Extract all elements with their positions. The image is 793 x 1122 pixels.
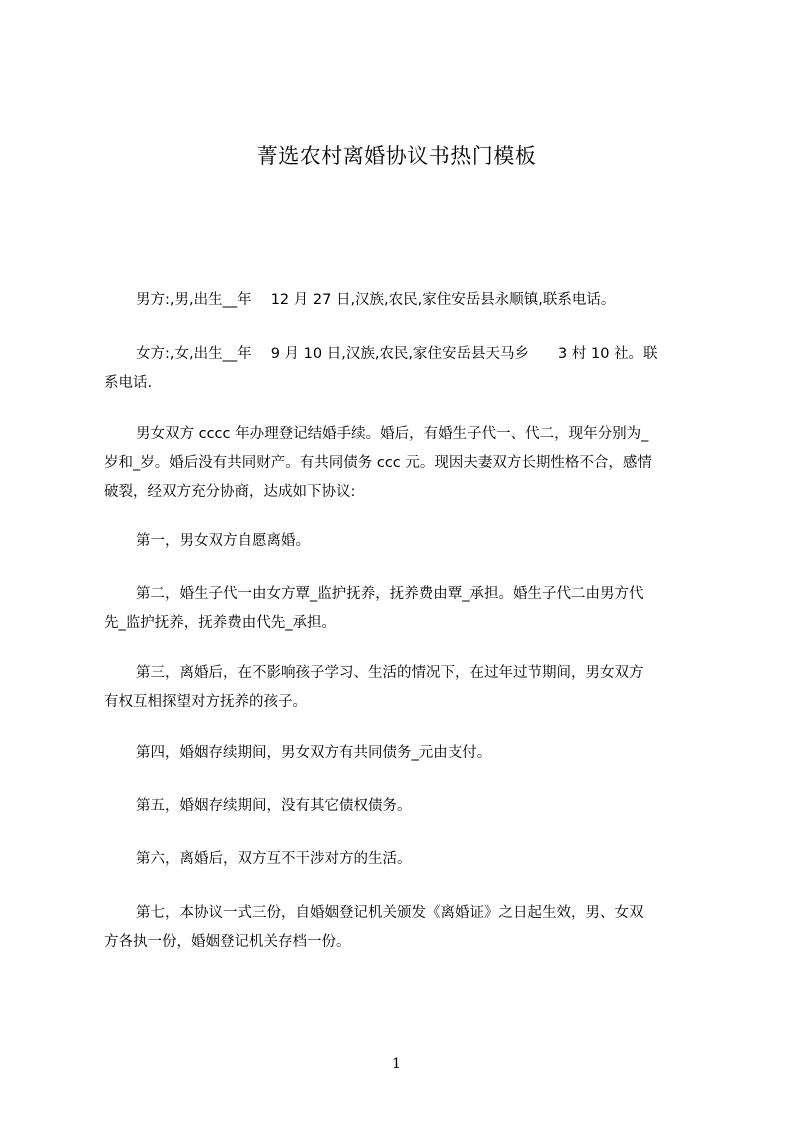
paragraph-line: 男女双方 cccc 年办理登记结婚手续。婚后，有婚生子代一、代二，现年分别为_ (136, 426, 649, 442)
paragraph-line: 第四，婚姻存续期间，男女双方有共同债务_元由支付。 (136, 745, 492, 761)
paragraph-line: 先_监护抚养，抚养费由代先_承担。 (104, 615, 336, 631)
paragraph-line: 系电话. (104, 375, 153, 391)
paragraph-clause-4 (104, 739, 700, 768)
paragraph-line: 第六，离婚后，双方互不干涉对方的生活。 (136, 851, 412, 867)
paragraph-clause-7 (104, 899, 700, 957)
paragraph-background (104, 420, 700, 507)
paragraph-clause-2 (104, 580, 700, 638)
paragraph-line: 第三，离婚后，在不影响孩子学习、生活的情况下，在过年过节期间，男女双方 (136, 665, 644, 681)
paragraph-line: 岁和_岁。婚后没有共同财产。有共同债务 ccc 元。现因夫妻双方长期性格不合，感情 (104, 455, 652, 471)
paragraph-clause-5 (104, 792, 700, 821)
paragraph-clause-1 (104, 527, 700, 556)
paragraph-line: 第七，本协议一式三份，自婚姻登记机关颁发《离婚证》之日起生效，男、女双 (136, 905, 644, 921)
paragraph-line: 有权互相探望对方抚养的孩子。 (104, 694, 307, 710)
paragraph-line: 第一，男女双方自愿离婚。 (136, 533, 310, 549)
paragraph-line: 第二，婚生子代一由女方覃_监护抚养，抚养费由覃_承担。婚生子代二由男方代 (136, 586, 644, 602)
paragraph-clause-3 (104, 659, 700, 717)
paragraph-line: 破裂，经双方充分协商，达成如下协议: (104, 484, 356, 500)
page-number: 1 (392, 1056, 401, 1072)
paragraph-clause-6 (104, 845, 700, 874)
paragraph-line: 第五，婚姻存续期间，没有其它债权债务。 (136, 798, 412, 814)
paragraph-line: 方各执一份，婚姻登记机关存档一份。 (104, 934, 351, 950)
paragraph-line: 男方:,男,出生__年 12 月 27 日,汉族,农民,家住安岳县永顺镇,联系电话。 (136, 292, 616, 308)
document-title: 菁选农村离婚协议书热门模板 (256, 144, 537, 168)
paragraph-woman-info (104, 340, 700, 398)
paragraph-line: 女方:,女,出生__年 9 月 10 日,汉族,农民,家住安岳县天马乡 3 村 10 社。联 (136, 346, 658, 362)
paragraph-man-info (104, 286, 700, 315)
